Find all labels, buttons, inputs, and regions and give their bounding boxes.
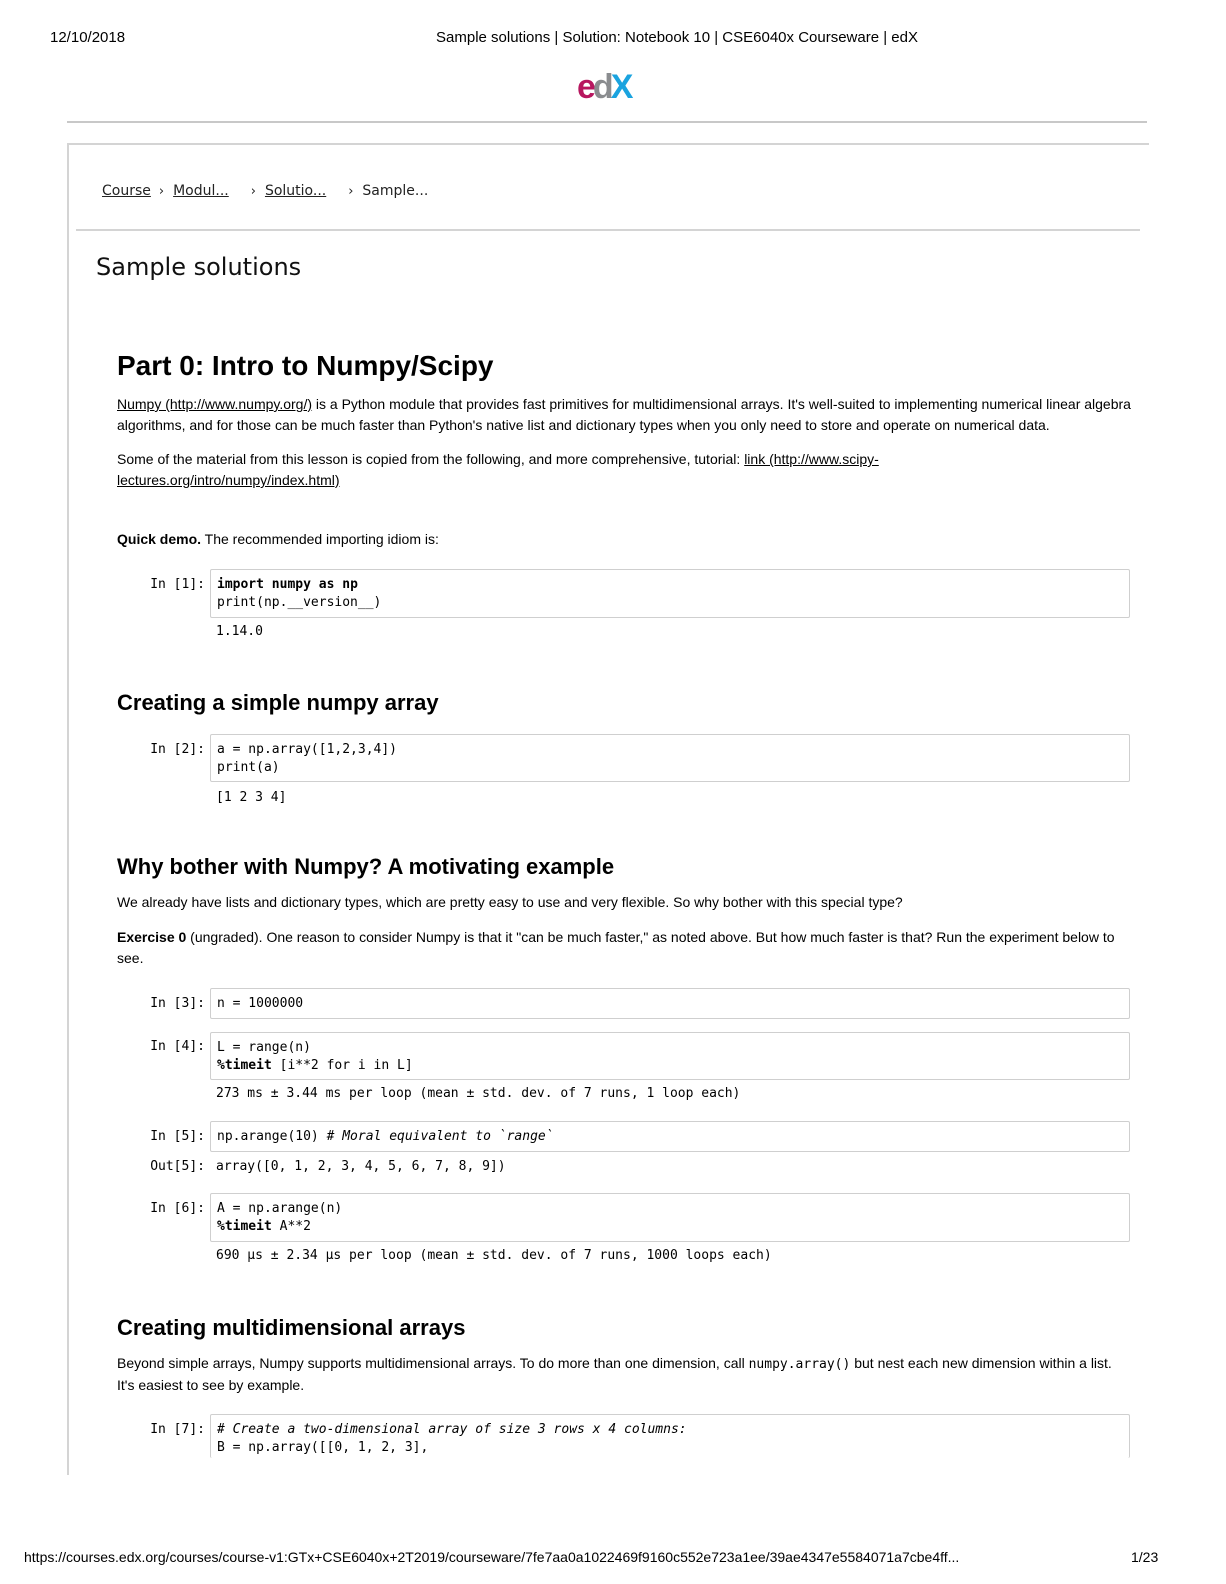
cell-2-prompt: In [2]: [150,742,205,757]
breadcrumb-current: Sample... [362,183,429,199]
cell-6-prompt: In [6]: [150,1201,205,1216]
cell-4-output: 273 ms ± 3.44 ms per loop (mean ± std. dev. of 7 runs, 1 loop each) [216,1086,741,1101]
logo-e: e [577,68,593,106]
cell-1-prompt: In [1]: [150,577,205,592]
print-title-text: Sample solutions | Solution: Notebook 10 | CSE6040x Courseware | edX [436,29,918,46]
paragraph-quick-demo: Quick demo. The recommended importing idiom is: [117,531,439,547]
cell-5-out-prompt: Out[5]: [150,1159,205,1174]
cell-2-output: [1 2 3 4] [216,790,287,805]
numpy-link[interactable]: Numpy (http://www.numpy.org/) [117,396,313,412]
edx-logo[interactable] [577,70,641,104]
print-date: 12/10/2018 [50,29,126,46]
print-page-number: 1/23 [1131,1549,1159,1565]
page-title: Sample solutions [96,253,302,281]
breadcrumb-divider [76,229,1140,231]
logo-x: X [610,68,631,106]
code-cell-4[interactable]: L = range(n) %timeit [i**2 for i in L] [210,1032,1130,1080]
header-divider [67,121,1147,123]
paragraph-numpy-intro: Numpy (http://www.numpy.org/) is a Python module that provides fast primitives for multidimensional arrays. It's well-suited to implementing numerical linear algebra algorithms, and for those can be much faster than Python's native list and dictionary types when you only need to store and operate on numerical data. [117,396,1131,433]
code-cell-3[interactable]: n = 1000000 [210,988,1130,1019]
paragraph-multidimensional: Beyond simple arrays, Numpy supports multidimensional arrays. To do more than one dimension, call numpy.array() but nest each new dimension within a list. It's easiest to see by example. [117,1355,1112,1393]
logo-d: d [592,68,611,106]
heading-why-numpy: Why bother with Numpy? A motivating example [117,854,615,879]
code-cell-1[interactable]: import numpy as np print(np.__version__) [210,569,1130,618]
scipy-lectures-link[interactable]: link (http://www.scipy-lectures.org/intro/numpy/index.html) [117,451,879,488]
heading-multidimensional: Creating multidimensional arrays [117,1315,466,1340]
cell-7-prompt: In [7]: [150,1422,205,1437]
breadcrumb-course[interactable]: Course [102,183,151,199]
cell-6-output: 690 µs ± 2.34 µs per loop (mean ± std. dev. of 7 runs, 1000 loops each) [216,1248,772,1263]
cell-4-prompt: In [4]: [150,1039,205,1054]
course-content-frame [67,143,1149,1475]
heading-simple-array: Creating a simple numpy array [117,690,439,715]
breadcrumb-solution[interactable]: Solutio... [264,183,327,199]
chevron-right-icon: › [158,183,165,199]
code-cell-7[interactable]: # Create a two-dimensional array of size 3 rows x 4 columns: B = np.array([[0, 1, 2, 3], [210,1414,1130,1458]
paragraph-exercise0: Exercise 0 (ungraded). One reason to consider Numpy is that it "can be much faster," as noted above. But how much faster is that? Run the experiment below to see. [117,929,1115,966]
paragraph-material-source: Some of the material from this lesson is copied from the following, and more comprehensive, tutorial: link (http://www.scipy-lectures.org/intro/numpy/index.html) [117,451,879,488]
cell-5-output: array([0, 1, 2, 3, 4, 5, 6, 7, 8, 9]) [216,1159,506,1174]
chevron-right-icon: › [250,183,256,199]
code-cell-6[interactable]: A = np.arange(n) %timeit A**2 [210,1193,1130,1242]
chevron-right-icon: › [348,183,354,199]
cell-5-prompt: In [5]: [150,1129,205,1144]
print-footer-url: https://courses.edx.org/courses/course-v1:GTx+CSE6040x+2T2019/courseware/7fe7aa0a1022469f9160c552e723a1ee/39ae4347e5584071a7cbe4ff... [24,1549,960,1565]
code-cell-5[interactable]: np.arange(10) # Moral equivalent to `range` [210,1121,1130,1152]
breadcrumb [102,183,428,199]
heading-part0: Part 0: Intro to Numpy/Scipy [117,350,494,381]
cell-3-prompt: In [3]: [150,996,205,1011]
breadcrumb-module[interactable]: Modul... [173,183,229,199]
code-cell-2[interactable]: a = np.array([1,2,3,4]) print(a) [210,734,1130,782]
print-title [0,29,1226,46]
paragraph-why: We already have lists and dictionary types, which are pretty easy to use and very flexible. So why bother with this special type? [117,894,903,910]
cell-1-output: 1.14.0 [216,624,263,639]
